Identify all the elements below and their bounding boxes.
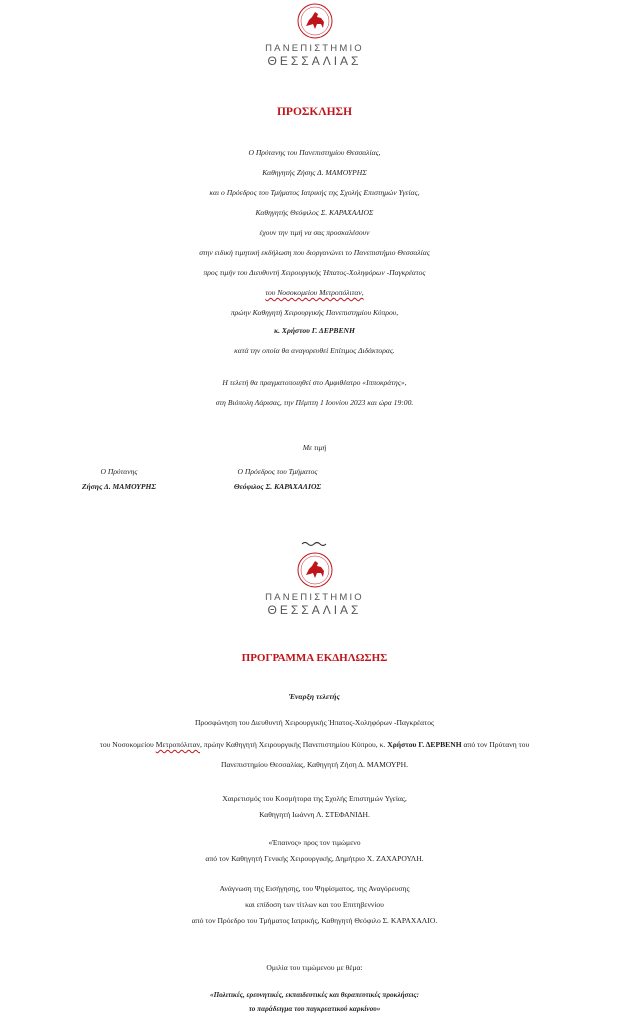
invitation-line: στην ειδική τιμητική εκδήλωση που διοργανώνει το Πανεπιστήμιο Θεσσαλίας	[199, 248, 430, 257]
speech-topic-line-1: «Πολιτικές, ερευνητικές, εκπαιδευτικές και θεραπευτικές προκλήσεις:	[209, 991, 420, 999]
university-seal-icon	[295, 551, 335, 589]
invitation-line: έχουν την τιμή να σας προσκαλέσουν	[259, 228, 370, 237]
invitation-line: κατά την οποία θα αναγορευθεί Επίτιμος Διδάκτορας.	[234, 346, 395, 355]
program-title: ΠΡΟΓΡΑΜΜΑ ΕΚΔΗΛΩΣΗΣ	[241, 652, 388, 664]
logo-line-2: ΘΕΣΣΑΛΙΑΣ	[267, 54, 362, 68]
invitation-title: ΠΡΟΣΚΛΗΣΗ	[276, 106, 353, 118]
invitation-line: και ο Πρόεδρος του Τμήματος Ιατρικής της Σχολής Επιστημών Υγείας,	[209, 188, 420, 197]
invitation-line: Ο Πρύτανης του Πανεπιστημίου Θεσσαλίας,	[248, 148, 381, 157]
invitation-line: Καθηγητής Θεόφιλος Σ. ΚΑΡΑΧΑΛΙΟΣ	[255, 208, 374, 217]
program-item-proclamation	[0, 900, 629, 909]
logo-line-1: ΠΑΝΕΠΙΣΤΗΜΙΟ	[265, 43, 364, 54]
chair-name: Θεόφιλος Σ. ΚΑΡΑΧΑΛΙΟΣ	[233, 482, 322, 491]
invitation-line-text: του Νοσοκομείου Μετροπόλιταν,	[265, 288, 364, 297]
invitation-line	[0, 288, 629, 297]
ceremony-date: στη Βιόπολη Λάρισας, την Πέμπτη 1 Ιουνίου 2023 και ώρα 19:00.	[215, 398, 414, 407]
ornament-separator-icon	[301, 541, 327, 547]
program-item-address	[0, 740, 629, 749]
text-segment: και επίδοση των τίτλων και του Επιτηβεννίου	[245, 900, 384, 909]
logo-line-2: ΘΕΣΣΑΛΙΑΣ	[267, 603, 362, 617]
closing-text: Με τιμή	[302, 443, 327, 452]
university-logo-top	[215, 2, 415, 68]
text-segment: από τον Πρύτανη του	[461, 740, 530, 749]
program-item-address: Προσφώνηση του Διευθυντή Χειρουργικής Ήπατος-Χοληφόρων -Παγκρέατος	[194, 718, 435, 727]
text-segment: , πρώην Καθηγητή Χειρουργικής Πανεπιστημίου Κύπρου, κ.	[200, 740, 388, 749]
university-logo-program	[215, 551, 415, 617]
honoree-name: κ. Χρήστου Γ. ΔΕΡΒΕΝΗ	[274, 326, 355, 335]
invitation-line: προς τιμήν του Διευθυντή Χειρουργικής Ήπατος-Χοληφόρων -Παγκρέατος	[203, 268, 426, 277]
program-item-proclamation: από τον Πρόεδρο του Τμήματος Ιατρικής, Καθηγητή Θεόφιλο Σ. ΚΑΡΑΧΑΛΙΟ.	[191, 916, 438, 925]
program-item-speech: Ομιλία του τιμώμενου με θέμα:	[266, 963, 363, 972]
chair-role: Ο Πρόεδρος του Τμήματος	[237, 467, 318, 476]
program-item-praise: από τον Καθηγητή Γενικής Χειρουργικής, Δημήτριο Χ. ΖΑΧΑΡΟΥΛΗ.	[205, 854, 424, 863]
program-opening: Έναρξη τελετής	[289, 692, 340, 701]
ceremony-venue: Η τελετή θα πραγματοποιηθεί στο Αμφιθέατρο «Ιπποκράτης»,	[222, 378, 407, 387]
program-item-praise: «Έπαινος» προς τον τιμώμενο	[268, 838, 361, 847]
text-segment: του Νοσοκομείου	[99, 740, 156, 749]
rector-role: Ο Πρύτανης	[100, 467, 138, 476]
invitation-line: πρώην Καθηγητή Χειρουργικής Πανεπιστημίου Κύπρου,	[230, 308, 399, 317]
university-seal-icon	[295, 2, 335, 40]
program-item-proclamation: Ανάγνωση της Εισήγησης, του Ψηφίσματος, της Αναγόρευσης	[219, 884, 410, 893]
program-item-greeting: Καθηγητή Ιωάννη Λ. ΣΤΕΦΑΝΙΔΗ.	[259, 810, 370, 819]
speech-topic-line-2: το παράδειγμα του παγκρεατικού καρκίνου»	[248, 1005, 381, 1013]
invitation-line: Καθηγητής Ζήσης Δ. ΜΑΜΟΥΡΗΣ	[262, 168, 367, 177]
logo-line-1: ΠΑΝΕΠΙΣΤΗΜΙΟ	[265, 592, 364, 603]
program-item-greeting: Χαιρετισμός του Κοσμήτορα της Σχολής Επιστημών Υγείας,	[222, 794, 407, 803]
hospital-name: Μετροπόλιταν	[155, 740, 201, 749]
honoree-name-inline: Χρήστου Γ. ΔΕΡΒΕΝΗ	[387, 740, 462, 749]
rector-name: Ζήσης Δ. ΜΑΜΟΥΡΗΣ	[81, 482, 157, 491]
program-item-address: Πανεπιστημίου Θεσσαλίας, Καθηγητή Ζήση Δ. ΜΑΜΟΥΡΗ.	[220, 760, 409, 769]
